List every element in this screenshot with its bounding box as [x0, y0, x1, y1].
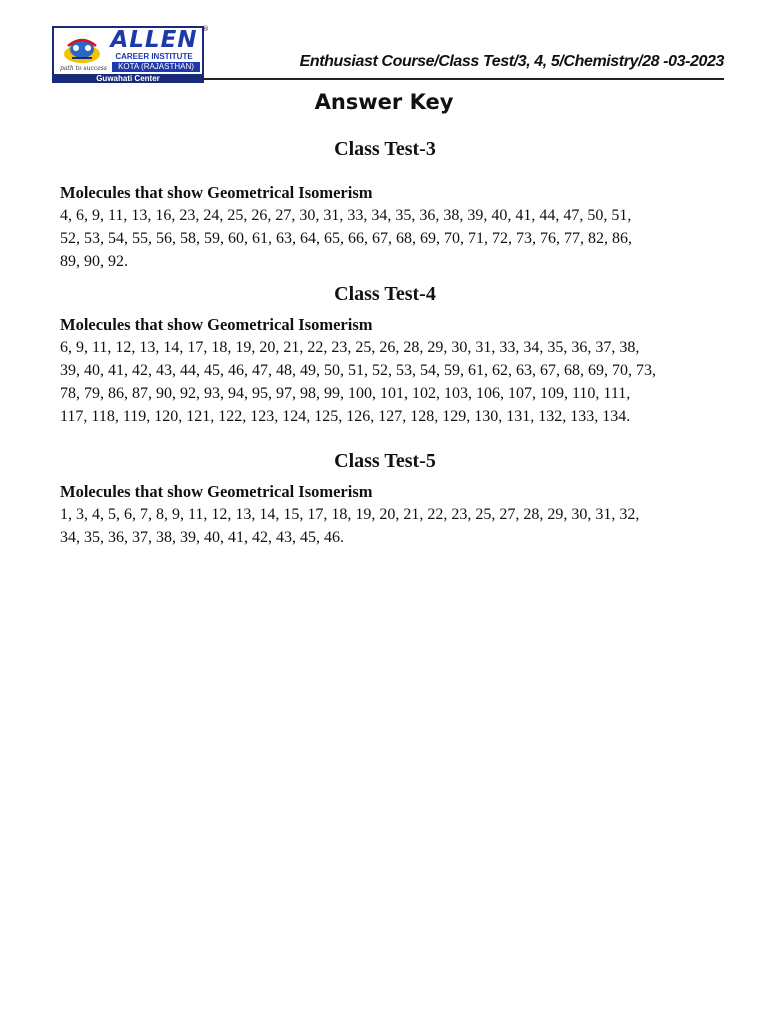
section-subtitle: Molecules that show Geometrical Isomerism — [60, 183, 373, 202]
answer-line: 39, 40, 41, 42, 43, 44, 45, 46, 47, 48, 49, 50, 51, 52, 53, 54, 59, 61, 62, 63, 67, 68, 69, 70, 73, — [60, 362, 656, 379]
section-title: Class Test-4 — [334, 283, 436, 305]
logo-subtitle: CAREER INSTITUTE — [115, 52, 193, 61]
section-class-test-3 — [60, 136, 710, 273]
section-class-test-5 — [60, 448, 710, 549]
registered-mark: ® — [202, 25, 209, 33]
answer-line: 1, 3, 4, 5, 6, 7, 8, 9, 11, 12, 13, 14, 15, 17, 18, 19, 20, 21, 22, 23, 25, 27, 28, 29, 30, 31, 32, — [60, 506, 640, 523]
page-title: Answer Key — [314, 90, 454, 114]
logo-location: KOTA (RAJASTHAN) — [112, 62, 200, 72]
answer-list — [60, 204, 710, 273]
header-divider — [202, 78, 724, 80]
answer-line: 6, 9, 11, 12, 13, 14, 17, 18, 19, 20, 21, 22, 23, 25, 26, 28, 29, 30, 31, 33, 34, 35, 36, 37, 38, — [60, 339, 640, 356]
allen-logo — [52, 26, 204, 83]
answer-line: 78, 79, 86, 87, 90, 92, 93, 94, 95, 97, 98, 99, 100, 101, 102, 103, 106, 107, 109, 110, 111, — [60, 385, 631, 402]
logo-tagline: path to success — [60, 65, 107, 72]
answer-list — [60, 503, 710, 549]
answer-line: 117, 118, 119, 120, 121, 122, 123, 124, 125, 126, 127, 128, 129, 130, 131, 132, 133, 134. — [60, 408, 631, 425]
answer-line: 4, 6, 9, 11, 13, 16, 23, 24, 25, 26, 27, 30, 31, 33, 34, 35, 36, 38, 39, 40, 41, 44, 47, 50, 51, — [60, 207, 632, 224]
logo-brand-text: ALLEN — [110, 27, 198, 53]
answer-list — [60, 336, 710, 428]
section-title: Class Test-5 — [334, 450, 436, 472]
allen-emblem-icon — [60, 32, 104, 66]
section-class-test-4 — [60, 281, 710, 428]
logo-center-label: Guwahati Center — [54, 74, 202, 83]
section-subtitle: Molecules that show Geometrical Isomerism — [60, 482, 373, 501]
answer-line: 34, 35, 36, 37, 38, 39, 40, 41, 42, 43, 45, 46. — [60, 529, 344, 546]
answer-line: 89, 90, 92. — [60, 253, 128, 270]
section-title: Class Test-3 — [334, 138, 436, 160]
course-info: Enthusiast Course/Class Test/3, 4, 5/Chemistry/28 -03-2023 — [299, 53, 724, 70]
answer-line: 52, 53, 54, 55, 56, 58, 59, 60, 61, 63, 64, 65, 66, 67, 68, 69, 70, 71, 72, 73, 76, 77, 82, 86, — [60, 230, 632, 247]
page-header — [52, 26, 724, 84]
section-subtitle: Molecules that show Geometrical Isomerism — [60, 315, 373, 334]
